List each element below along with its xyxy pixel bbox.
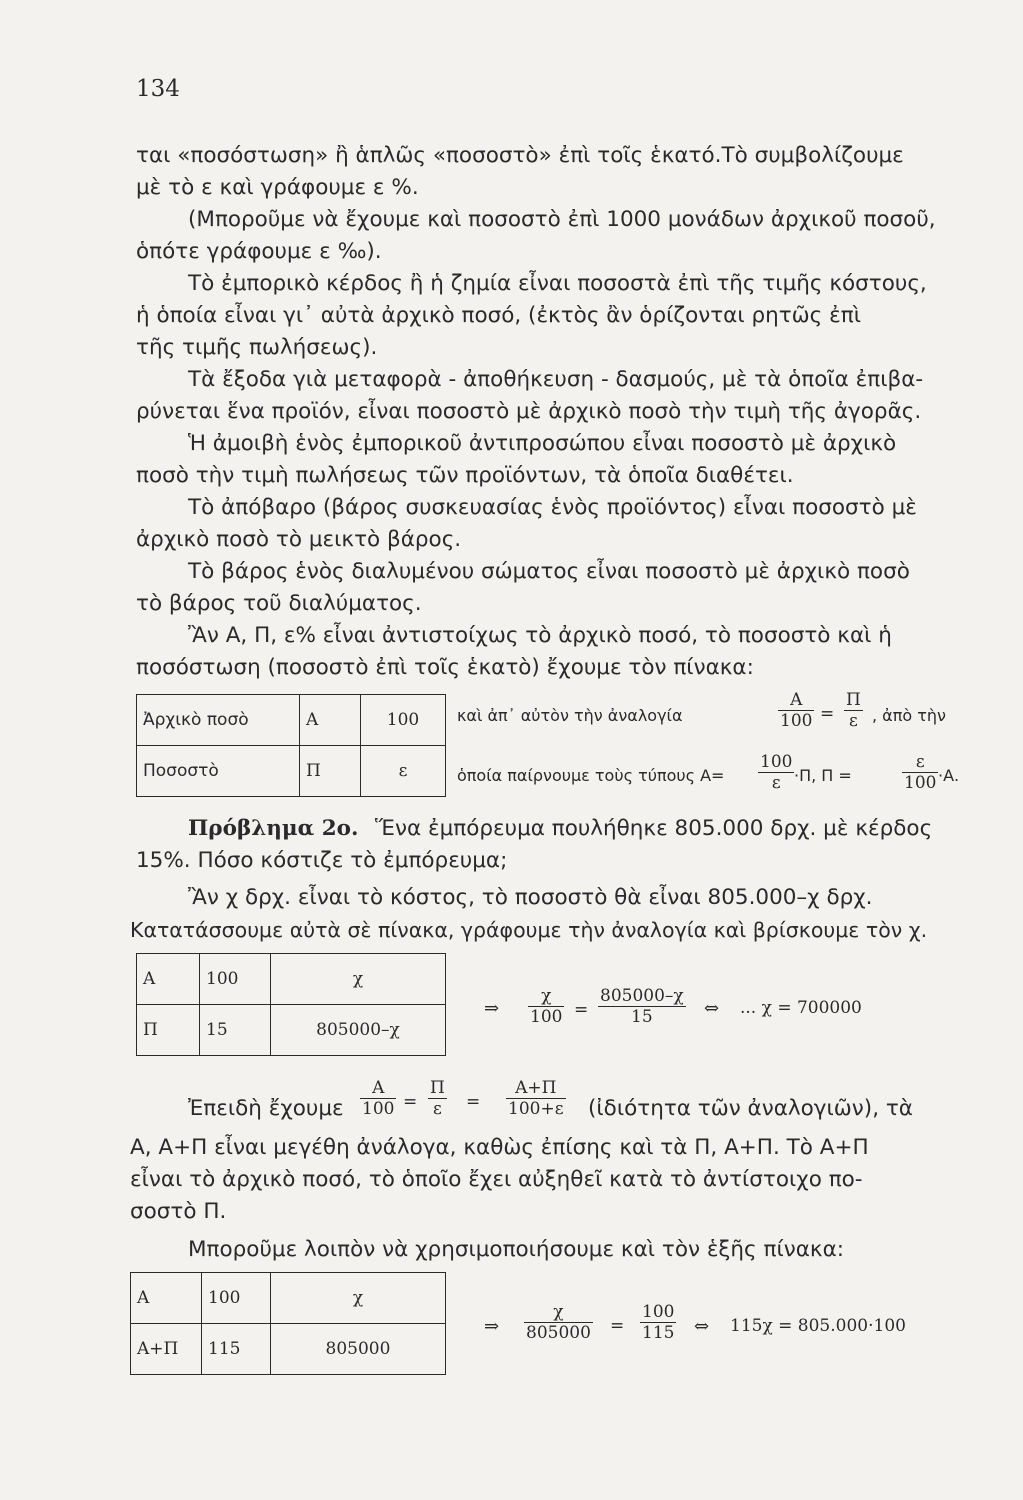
- equals-sign: =: [466, 1092, 481, 1112]
- text-line: Ἡ ἀμοιβὴ ἑνὸς ἐμπορικοῦ ἀντιπροσώπου εἶναι ποσοστὸ μὲ ἀρχικὸ: [188, 431, 897, 456]
- implies-arrow: ⇒: [484, 998, 500, 1019]
- numerator: 100: [760, 752, 793, 772]
- table-row: [137, 695, 446, 746]
- text-line: ὁπότε γράφουμε ε ‰).: [136, 239, 382, 264]
- table-row: [131, 1324, 446, 1375]
- table-alternative: [130, 1272, 446, 1375]
- text-line: Ἂν Α, Π, ε% εἶναι ἀντιστοίχως τὸ ἀρχικὸ ποσό, τὸ ποσοστὸ καὶ ἡ: [188, 623, 892, 648]
- table-cell: 100: [361, 695, 446, 746]
- result: ... χ = 700000: [740, 998, 862, 1018]
- iff-arrow: ⇔: [704, 998, 720, 1019]
- table-cell: 100: [202, 1273, 271, 1324]
- fraction: [524, 1302, 593, 1343]
- denominator: 805000: [526, 1323, 591, 1343]
- problem-line: Κατατάσσουμε αὐτὰ σὲ πίνακα, γράφουμε τὴν ἀναλογία καὶ βρίσκουμε τὸν χ.: [130, 918, 928, 942]
- fraction: [640, 1302, 676, 1343]
- text-line: Τὸ ἐμπορικὸ κέρδος ἢ ἡ ζημία εἶναι ποσοστὰ ἐπὶ τῆς τιμῆς κόστους,: [188, 271, 927, 296]
- reasoning-after: (ἰδιότητα τῶν ἀναλογιῶν), τὰ: [588, 1096, 913, 1121]
- reasoning-start: Ἐπειδὴ ἔχουμε: [188, 1096, 344, 1121]
- equals-sign: =: [403, 1092, 418, 1112]
- fraction: [844, 690, 863, 731]
- numerator: Π: [846, 690, 861, 710]
- denominator: ε: [849, 711, 858, 731]
- table-cell: Α: [131, 1273, 202, 1324]
- text-line: ἀρχικὸ ποσὸ τὸ μεικτὸ βάρος.: [136, 527, 462, 552]
- fraction: [778, 690, 814, 731]
- text-line: μὲ τὸ ε καὶ γράφουμε ε %.: [136, 175, 419, 200]
- denominator: ε: [771, 773, 781, 793]
- text-line: ποσὸ τὴν τιμὴ πωλήσεως τῶν προϊόντων, τὰ ὁποῖα διαθέτει.: [136, 463, 794, 488]
- table-cell: 805000–χ: [271, 1005, 446, 1056]
- text-line: ἡ ὁποία εἶναι γι᾿ αὐτὰ ἀρχικὸ ποσό, (ἐκτὸς ἂν ὁρίζονται ρητῶς ἐπὶ: [136, 303, 861, 328]
- denominator: 100: [780, 711, 813, 731]
- text-line: ποσόστωση (ποσοστὸ ἐπὶ τοῖς ἑκατὸ) ἔχουμε τὸν πίνακα:: [136, 655, 754, 680]
- fraction: [902, 752, 938, 793]
- text-line: τῆς τιμῆς πωλήσεως).: [136, 335, 378, 360]
- equals-sign: =: [820, 704, 835, 724]
- problem-line: Ἂν χ δρχ. εἶναι τὸ κόστος, τὸ ποσοστὸ θὰ εἶναι 805.000–χ δρχ.: [188, 885, 873, 910]
- fraction: [758, 752, 794, 793]
- table-cell: 100: [200, 954, 271, 1005]
- text-line: (Μποροῦμε νὰ ἔχουμε καὶ ποσοστὸ ἐπὶ 1000 μονάδων ἀρχικοῦ ποσοῦ,: [188, 207, 936, 232]
- text-line: Τὸ ἀπόβαρο (βάρος συσκευασίας ἑνὸς προϊόντος) εἶναι ποσοστὸ μὲ: [188, 495, 917, 520]
- denominator: 115: [642, 1323, 675, 1343]
- table1-text-3: ὁποία παίρνουμε τοὺς τύπους Α=: [457, 766, 725, 785]
- text-line: ται «ποσόστωση» ἢ ἁπλῶς «ποσοστὸ» ἐπὶ τοῖς ἑκατό.Τὸ συμβολίζουμε: [136, 143, 904, 168]
- table-row: [137, 746, 446, 797]
- problem-line: 15%. Πόσο κόστιζε τὸ ἐμπόρευμα;: [136, 848, 508, 873]
- table-row: [131, 1273, 446, 1324]
- fraction: [506, 1078, 566, 1119]
- table-cell: χ: [271, 1273, 446, 1324]
- table-cell: 805000: [271, 1324, 446, 1375]
- table-cell: 115: [202, 1324, 271, 1375]
- table-cell: Π: [300, 746, 361, 797]
- reasoning-line: Μποροῦμε λοιπὸν νὰ χρησιμοποιήσουμε καὶ τὸν ἑξῆς πίνακα:: [188, 1237, 844, 1262]
- reasoning-line: εἶναι τὸ ἀρχικὸ ποσό, τὸ ὁποῖο ἔχει αὐξηθεῖ κατὰ τὸ ἀντίστοιχο πο-: [130, 1167, 863, 1192]
- problem-line: Ἕνα ἐμπόρευμα πουλήθηκε 805.000 δρχ. μὲ κέρδος: [375, 816, 933, 841]
- table-cell: Π: [137, 1005, 200, 1056]
- table-cell: Α: [137, 954, 200, 1005]
- table-problem: [136, 953, 446, 1056]
- numerator: ε: [902, 752, 938, 773]
- denominator: 15: [631, 1007, 653, 1027]
- text-line: τὸ βάρος τοῦ διαλύματος.: [136, 591, 422, 616]
- reasoning-line: Α, Α+Π εἶναι μεγέθη ἀνάλογα, καθὼς ἐπίσης καὶ τὰ Π, Α+Π. Τὸ Α+Π: [130, 1135, 869, 1160]
- numerator: Α+Π: [506, 1078, 566, 1099]
- table-cell: Α+Π: [131, 1324, 202, 1375]
- numerator: Π: [430, 1078, 445, 1098]
- denominator: 100: [362, 1099, 395, 1119]
- text-line: Τὸ βάρος ἑνὸς διαλυμένου σώματος εἶναι ποσοστὸ μὲ ἀρχικὸ ποσὸ: [188, 559, 910, 584]
- fraction: [598, 986, 686, 1027]
- table-percentage-definition: [136, 694, 446, 797]
- table-row: [137, 1005, 446, 1056]
- fraction: [360, 1078, 396, 1119]
- reasoning-line: σοστὸ Π.: [130, 1199, 227, 1224]
- table1-text-4: ·Π, Π =: [794, 766, 852, 785]
- problem-title: Πρόβλημα 2ο.: [188, 816, 359, 841]
- table-cell: ε: [361, 746, 446, 797]
- page-number: 134: [136, 76, 180, 102]
- table-cell: Ἀρχικὸ ποσὸ: [137, 695, 300, 746]
- text-line: Τὰ ἔξοδα γιὰ μεταφορὰ - ἀποθήκευση - δασμούς, μὲ τὰ ὁποῖα ἐπιβα-: [188, 367, 924, 392]
- table-cell: χ: [271, 954, 446, 1005]
- denominator: 100: [904, 773, 937, 793]
- table-cell: 15: [200, 1005, 271, 1056]
- numerator: χ: [528, 986, 564, 1007]
- numerator: 100: [642, 1302, 675, 1322]
- table1-text-2: , ἀπὸ τὴν: [872, 706, 946, 725]
- denominator: 100: [530, 1007, 563, 1027]
- fraction: [528, 986, 564, 1027]
- denominator: 100+ε: [508, 1099, 564, 1119]
- fraction: [428, 1078, 447, 1119]
- iff-arrow: ⇔: [694, 1316, 710, 1337]
- numerator: 805000–χ: [600, 986, 684, 1006]
- numerator: Α: [778, 690, 814, 711]
- denominator: ε: [433, 1099, 442, 1119]
- equals-sign: =: [610, 1316, 625, 1336]
- numerator: χ: [524, 1302, 593, 1323]
- text-line: ρύνεται ἕνα προϊόν, εἶναι ποσοστὸ μὲ ἀρχικὸ ποσὸ τὴν τιμὴ τῆς ἀγορᾶς.: [136, 399, 922, 424]
- numerator: Α: [360, 1078, 396, 1099]
- table-row: [137, 954, 446, 1005]
- equals-sign: =: [574, 1000, 589, 1020]
- implies-arrow: ⇒: [484, 1316, 500, 1337]
- table1-text-1: καὶ ἀπ᾿ αὐτὸν τὴν ἀναλογία: [457, 706, 683, 725]
- table-cell: Ποσοστὸ: [137, 746, 300, 797]
- table1-text-5: ·Α.: [938, 766, 960, 785]
- table-cell: Α: [300, 695, 361, 746]
- result: 115χ = 805.000·100: [730, 1316, 906, 1336]
